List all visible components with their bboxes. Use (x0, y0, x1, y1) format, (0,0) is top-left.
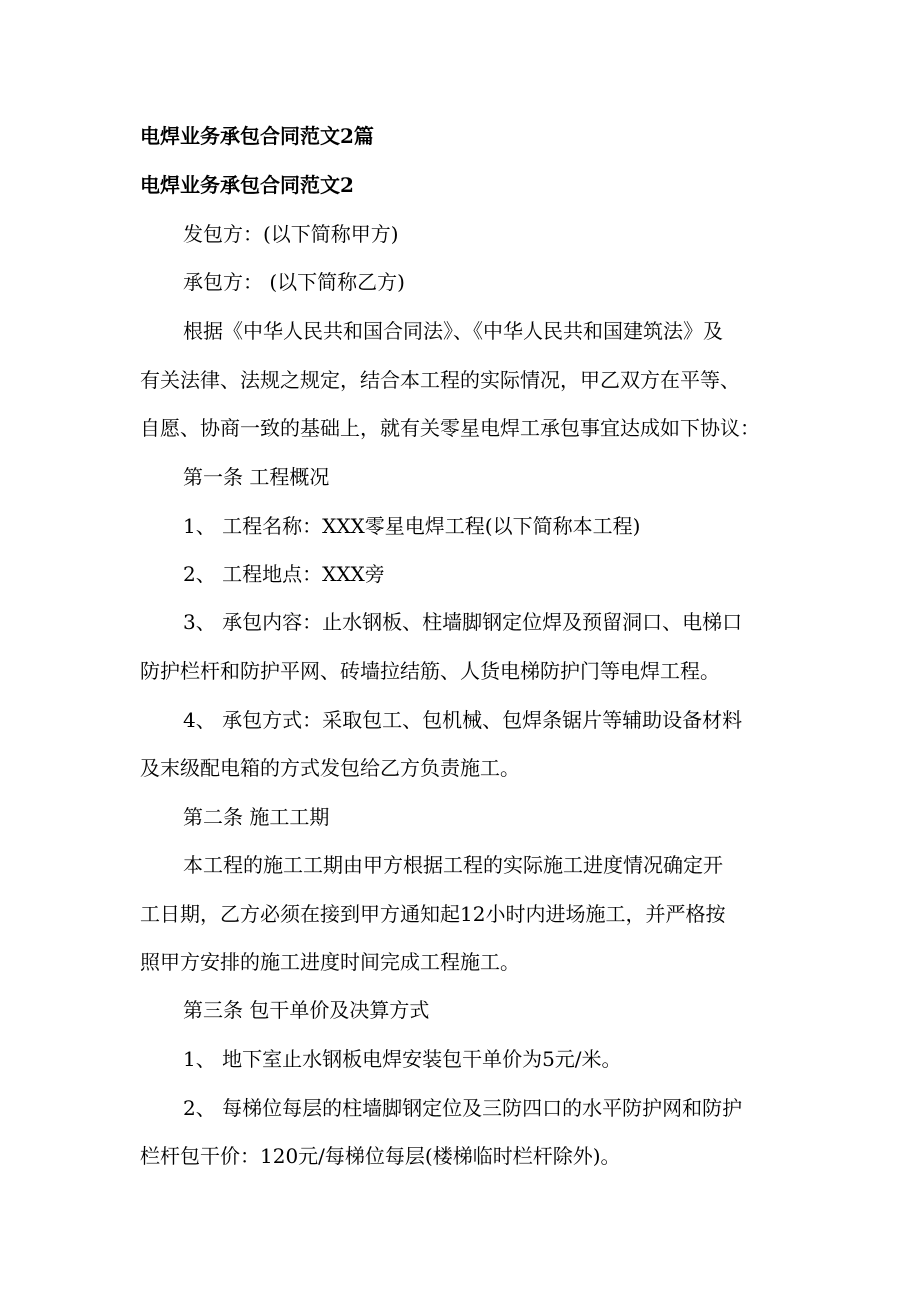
list-item: 2、 每梯位每层的柱墙脚钢定位及三防四口的水平防护网和防护 (183, 1096, 743, 1120)
list-item: 1、 工程名称：XXX零星电焊工程(以下简称本工程) (183, 514, 641, 538)
party-a-line: 发包方：(以下简称甲方) (183, 222, 399, 246)
body-line: 根据《中华人民共和国合同法》、《中华人民共和国建筑法》及 (183, 319, 723, 343)
list-item: 3、 承包内容：止水钢板、柱墙脚钢定位焊及预留洞口、电梯口 (183, 610, 743, 634)
article-heading: 第三条 包干单价及决算方式 (183, 998, 430, 1022)
party-b-line: 承包方： (以下简称乙方) (183, 270, 405, 294)
body-line: 工日期，乙方必须在接到甲方通知起12小时内进场施工，并严格按 (140, 902, 726, 926)
document-title: 电焊业务承包合同范文2篇 (140, 124, 374, 148)
body-line: 本工程的施工工期由甲方根据工程的实际施工进度情况确定开 (183, 853, 723, 877)
list-item: 1、 地下室止水钢板电焊安装包干单价为5元/米。 (183, 1047, 622, 1071)
document-subtitle: 电焊业务承包合同范文2 (140, 173, 354, 197)
body-line: 自愿、协商一致的基础上，就有关零星电焊工承包事宜达成如下协议： (140, 416, 760, 440)
list-item: 4、 承包方式：采取包工、包机械、包焊条锯片等辅助设备材料 (183, 708, 743, 732)
list-item-continuation: 防护栏杆和防护平网、砖墙拉结筋、人货电梯防护门等电焊工程。 (140, 659, 720, 683)
list-item: 2、 工程地点：XXX旁 (183, 562, 385, 586)
body-line: 有关法律、法规之规定，结合本工程的实际情况，甲乙双方在平等、 (140, 368, 740, 392)
body-line: 照甲方安排的施工进度时间完成工程施工。 (140, 950, 520, 974)
article-heading: 第一条 工程概况 (183, 465, 330, 489)
list-item-continuation: 及末级配电箱的方式发包给乙方负责施工。 (140, 756, 520, 780)
article-heading: 第二条 施工工期 (183, 805, 330, 829)
list-item-continuation: 栏杆包干价：120元/每梯位每层(楼梯临时栏杆除外)。 (140, 1144, 621, 1168)
